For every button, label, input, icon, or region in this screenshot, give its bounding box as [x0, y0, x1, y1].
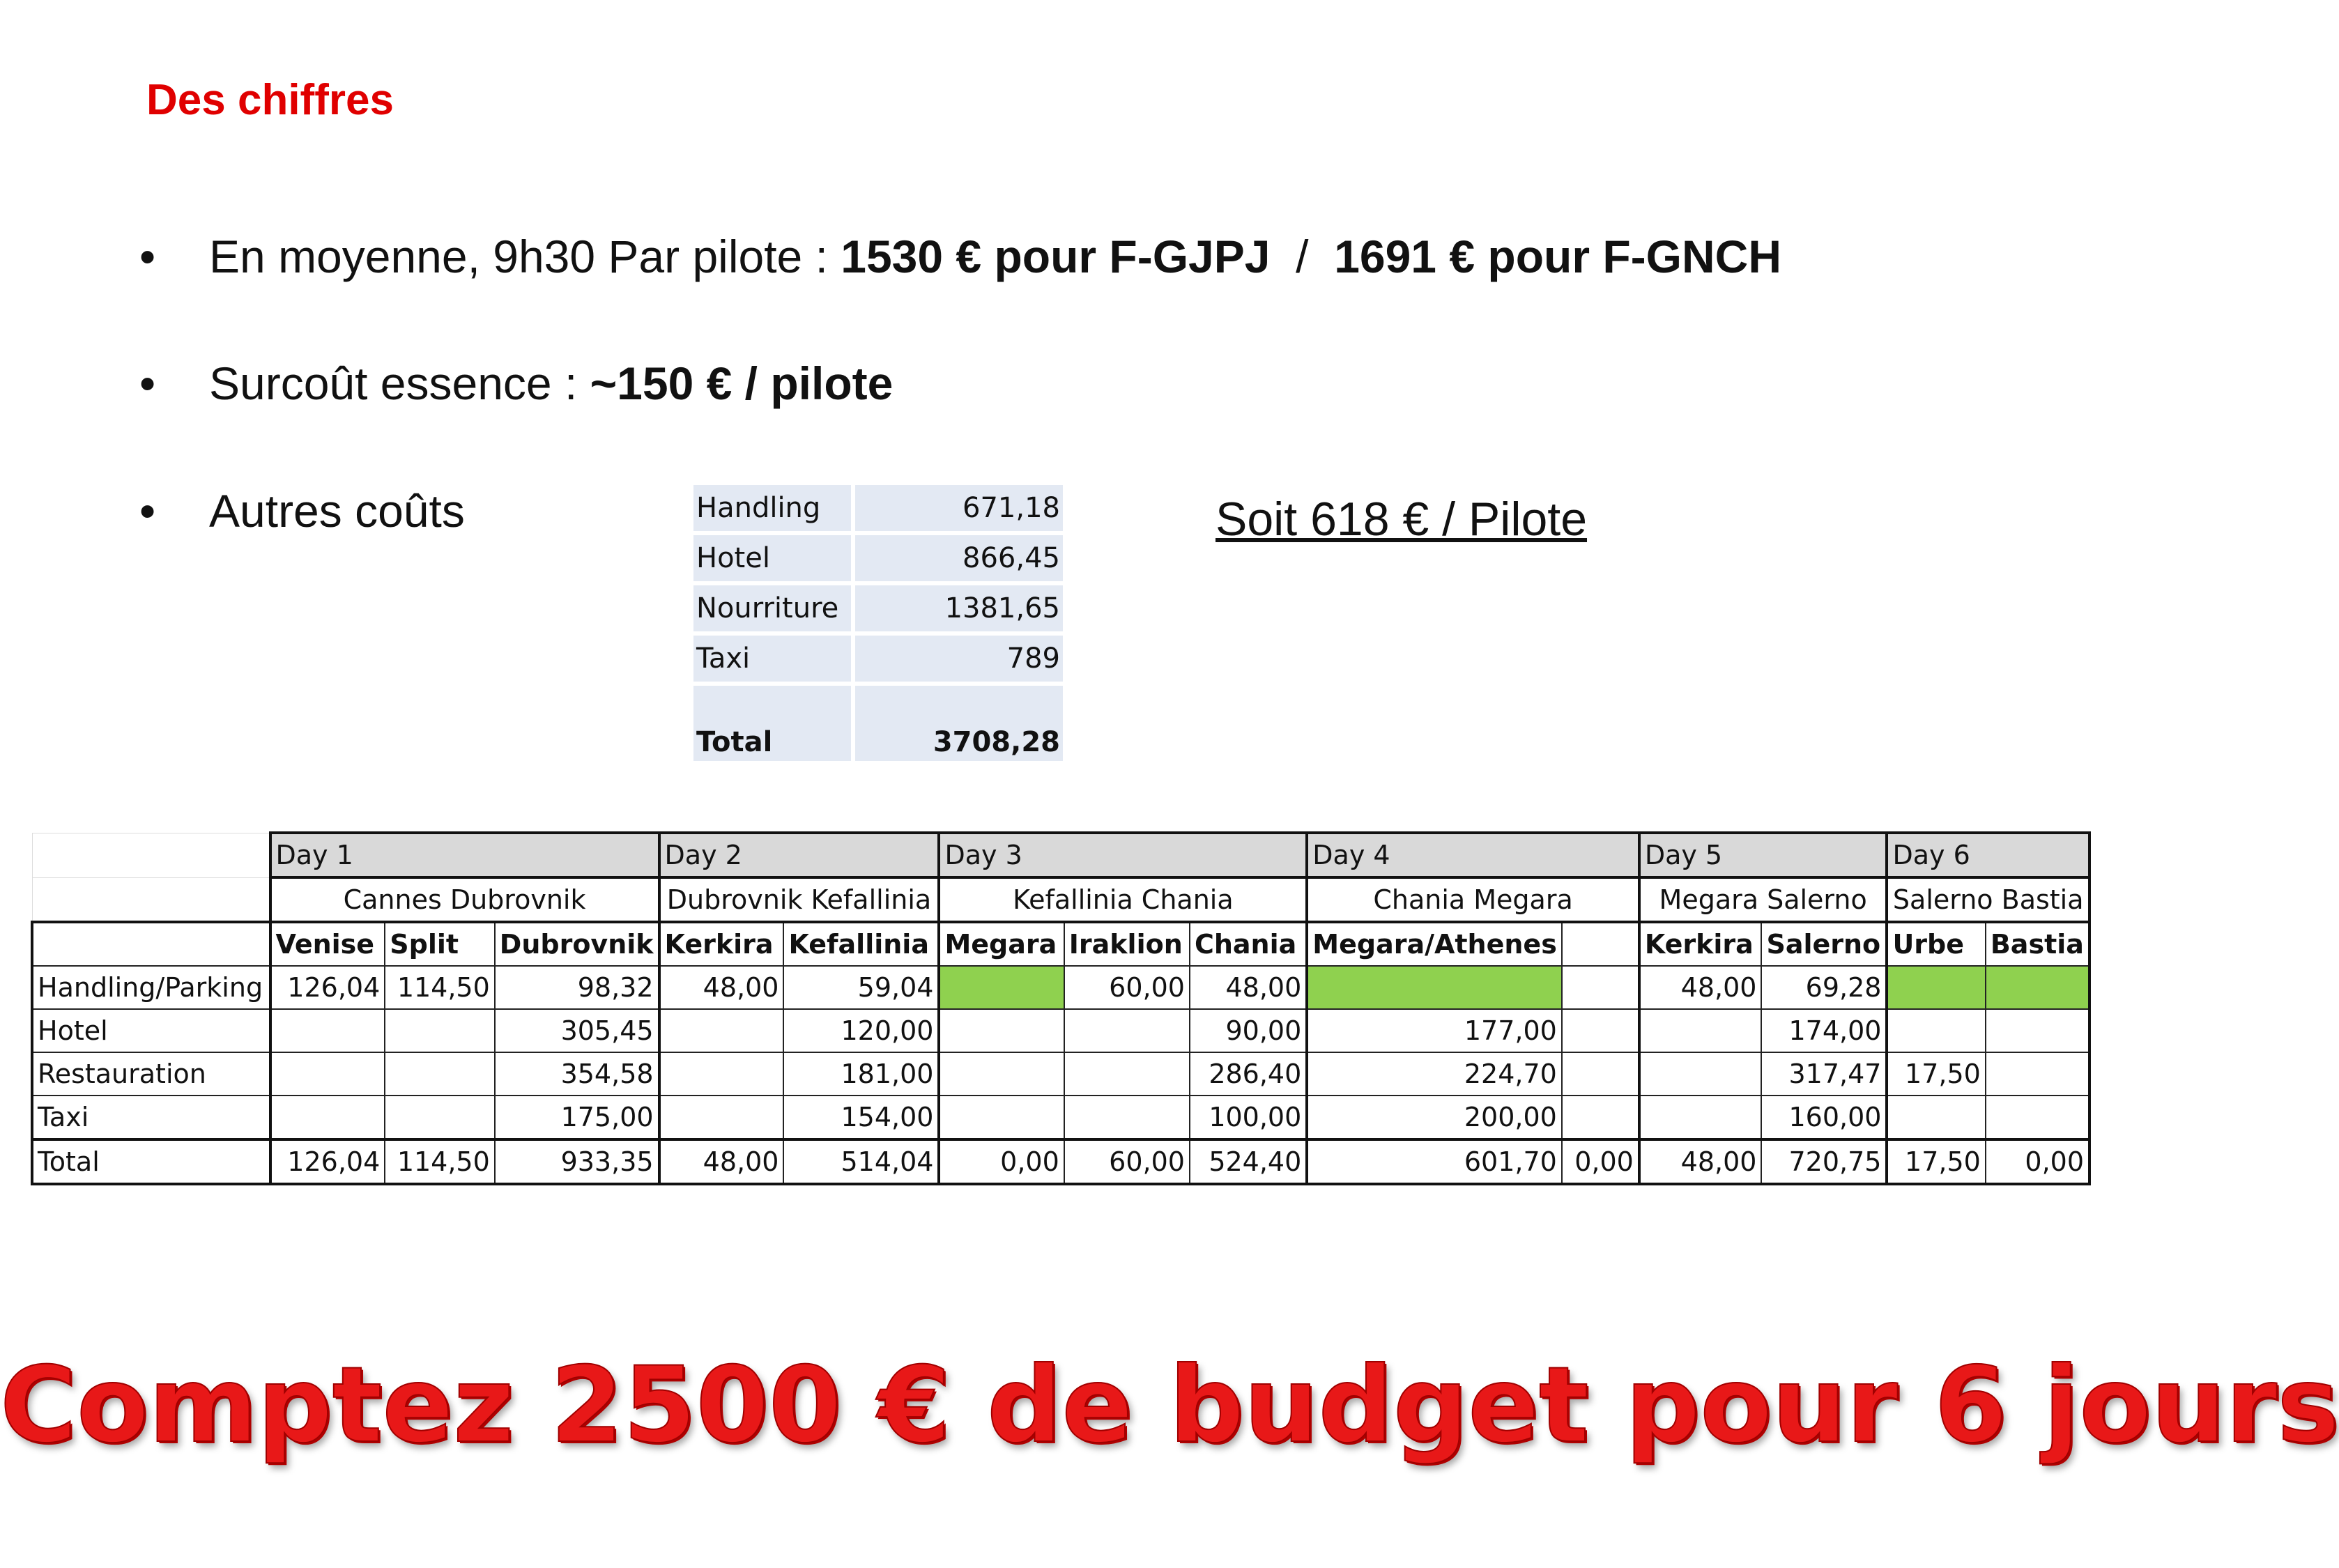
table-cell [385, 1052, 495, 1096]
table-cell [939, 1009, 1064, 1052]
total-cell: 524,40 [1190, 1139, 1307, 1184]
table-cell: 59,04 [783, 966, 939, 1009]
table-cell [270, 1052, 385, 1096]
location-header: Split [385, 922, 495, 966]
location-header: Bastia [1986, 922, 2089, 966]
table-cell [1562, 1052, 1639, 1096]
total-cell: 114,50 [385, 1139, 495, 1184]
route-day-6: Salerno Bastia [1887, 877, 2089, 922]
table-cell: 90,00 [1190, 1009, 1307, 1052]
table-cell: 160,00 [1761, 1096, 1887, 1139]
route-day-1: Cannes Dubrovnik [270, 877, 659, 922]
table-cell [1562, 966, 1639, 1009]
table-row [32, 1009, 2089, 1052]
table-cell [1986, 1096, 2089, 1139]
bullet-text: En moyenne, 9h30 Par pilote : [209, 231, 841, 282]
table-cell: 48,00 [1190, 966, 1307, 1009]
bullet-text: Autres coûts [209, 485, 465, 537]
location-header: Chania [1190, 922, 1307, 966]
cost-value: 866,45 [855, 535, 1063, 581]
table-cell: 200,00 [1307, 1096, 1562, 1139]
route-day-4: Chania Megara [1307, 877, 1639, 922]
cost-label: Nourriture [693, 585, 851, 631]
table-cell: 114,50 [385, 966, 495, 1009]
table-cell: 177,00 [1307, 1009, 1562, 1052]
table-cell [1887, 1096, 1985, 1139]
route-day-5: Megara Salerno [1639, 877, 1887, 922]
location-header: Dubrovnik [495, 922, 659, 966]
table-cell: 317,47 [1761, 1052, 1887, 1096]
day-5-header: Day 5 [1639, 833, 1887, 877]
location-header: Salerno [1761, 922, 1887, 966]
total-cell: 514,04 [783, 1139, 939, 1184]
day-4-header: Day 4 [1307, 833, 1639, 877]
table-cell [1562, 1096, 1639, 1139]
table-cell [1986, 1009, 2089, 1052]
total-cell: 0,00 [939, 1139, 1064, 1184]
day-2-header: Day 2 [659, 833, 940, 877]
total-cell: 17,50 [1887, 1139, 1985, 1184]
table-cell [1064, 1009, 1190, 1052]
table-cell: 48,00 [1639, 966, 1762, 1009]
costs-total-row [693, 686, 1063, 761]
bullet-dot: • [139, 485, 156, 537]
total-label: Total [32, 1139, 270, 1184]
total-cell: 933,35 [495, 1139, 659, 1184]
daily-costs-table [31, 831, 2091, 1185]
table-cell [659, 1009, 784, 1052]
table-row [32, 1052, 2089, 1096]
other-costs-table [689, 481, 1067, 765]
table-cell [1307, 966, 1562, 1009]
table-cell [939, 966, 1064, 1009]
table-cell [1639, 1009, 1762, 1052]
table-cell: 98,32 [495, 966, 659, 1009]
route-row [32, 877, 2089, 922]
location-header: Kerkira [1639, 922, 1762, 966]
location-header: Iraklion [1064, 922, 1190, 966]
table-cell [1064, 1052, 1190, 1096]
cost-value: 671,18 [855, 485, 1063, 531]
location-header: Megara/Athenes [1307, 922, 1562, 966]
total-cell: 0,00 [1986, 1139, 2089, 1184]
route-day-2: Dubrovnik Kefallinia [659, 877, 940, 922]
total-cell: 48,00 [1639, 1139, 1762, 1184]
day-1-header: Day 1 [270, 833, 659, 877]
total-cell: 0,00 [1562, 1139, 1639, 1184]
row-label: Hotel [32, 1009, 270, 1052]
table-cell [659, 1096, 784, 1139]
cost-total-value: 3708,28 [855, 686, 1063, 761]
costs-row [693, 585, 1063, 631]
bullet-dot: • [139, 358, 156, 409]
table-cell [939, 1096, 1064, 1139]
table-cell: 120,00 [783, 1009, 939, 1052]
empty-cell [32, 877, 270, 922]
table-cell [385, 1009, 495, 1052]
bullet-dot: • [139, 231, 156, 282]
row-label: Handling/Parking [32, 966, 270, 1009]
location-header: Megara [939, 922, 1064, 966]
table-cell: 126,04 [270, 966, 385, 1009]
location-header: Venise [270, 922, 385, 966]
table-cell: 69,28 [1761, 966, 1887, 1009]
table-cell: 181,00 [783, 1052, 939, 1096]
table-cell [1986, 1052, 2089, 1096]
table-cell: 100,00 [1190, 1096, 1307, 1139]
row-label-empty [32, 922, 270, 966]
cost-f-gnch: 1691 € pour F-GNCH [1334, 231, 1781, 282]
table-cell [1887, 1009, 1985, 1052]
table-cell: 354,58 [495, 1052, 659, 1096]
costs-row [693, 485, 1063, 531]
table-cell: 48,00 [659, 966, 784, 1009]
row-label: Taxi [32, 1096, 270, 1139]
location-header: Kerkira [659, 922, 784, 966]
location-header: Kefallinia [783, 922, 939, 966]
per-pilot-summary: Soit 618 € / Pilote [1215, 493, 1588, 546]
table-cell [270, 1096, 385, 1139]
cost-label: Hotel [693, 535, 851, 581]
table-cell [1562, 1009, 1639, 1052]
table-cell: 174,00 [1761, 1009, 1887, 1052]
table-cell [939, 1052, 1064, 1096]
table-cell: 175,00 [495, 1096, 659, 1139]
bullet-text: Surcoût essence : [209, 358, 590, 409]
table-cell [1639, 1096, 1762, 1139]
bullet-fuel-surcharge [139, 357, 893, 410]
table-cell [1064, 1096, 1190, 1139]
table-cell [659, 1052, 784, 1096]
table-cell [1639, 1052, 1762, 1096]
empty-cell [32, 833, 270, 877]
table-cell: 154,00 [783, 1096, 939, 1139]
table-cell: 224,70 [1307, 1052, 1562, 1096]
costs-row [693, 636, 1063, 682]
total-cell: 720,75 [1761, 1139, 1887, 1184]
table-cell: 305,45 [495, 1009, 659, 1052]
location-row [32, 922, 2089, 966]
total-cell: 126,04 [270, 1139, 385, 1184]
slide-title: Des chiffres [146, 76, 394, 124]
cost-value: 789 [855, 636, 1063, 682]
route-day-3: Kefallinia Chania [939, 877, 1307, 922]
day-6-header: Day 6 [1887, 833, 2089, 877]
separator: / [1270, 231, 1335, 282]
bullet-average-cost [139, 230, 1781, 283]
cost-f-gjpj: 1530 € pour F-GJPJ [841, 231, 1271, 282]
total-cell: 60,00 [1064, 1139, 1190, 1184]
cost-label: Taxi [693, 636, 851, 682]
table-cell: 60,00 [1064, 966, 1190, 1009]
fuel-surcharge-value: ~150 € / pilote [590, 358, 894, 409]
costs-row [693, 535, 1063, 581]
total-cell: 48,00 [659, 1139, 784, 1184]
table-row [32, 966, 2089, 1009]
table-cell [1986, 966, 2089, 1009]
cost-total-label: Total [693, 686, 851, 761]
table-cell: 286,40 [1190, 1052, 1307, 1096]
location-header [1562, 922, 1639, 966]
total-row [32, 1139, 2089, 1184]
table-cell [270, 1009, 385, 1052]
day-header-row [32, 833, 2089, 877]
table-cell: 17,50 [1887, 1052, 1985, 1096]
day-3-header: Day 3 [939, 833, 1307, 877]
cost-label: Handling [693, 485, 851, 531]
table-row [32, 1096, 2089, 1139]
table-cell [385, 1096, 495, 1139]
total-cell: 601,70 [1307, 1139, 1562, 1184]
table-cell [1887, 966, 1985, 1009]
budget-banner: Comptez 2500 € de budget pour 6 jours [0, 1345, 2339, 1466]
row-label: Restauration [32, 1052, 270, 1096]
location-header: Urbe [1887, 922, 1985, 966]
bullet-other-costs [139, 484, 465, 537]
cost-value: 1381,65 [855, 585, 1063, 631]
